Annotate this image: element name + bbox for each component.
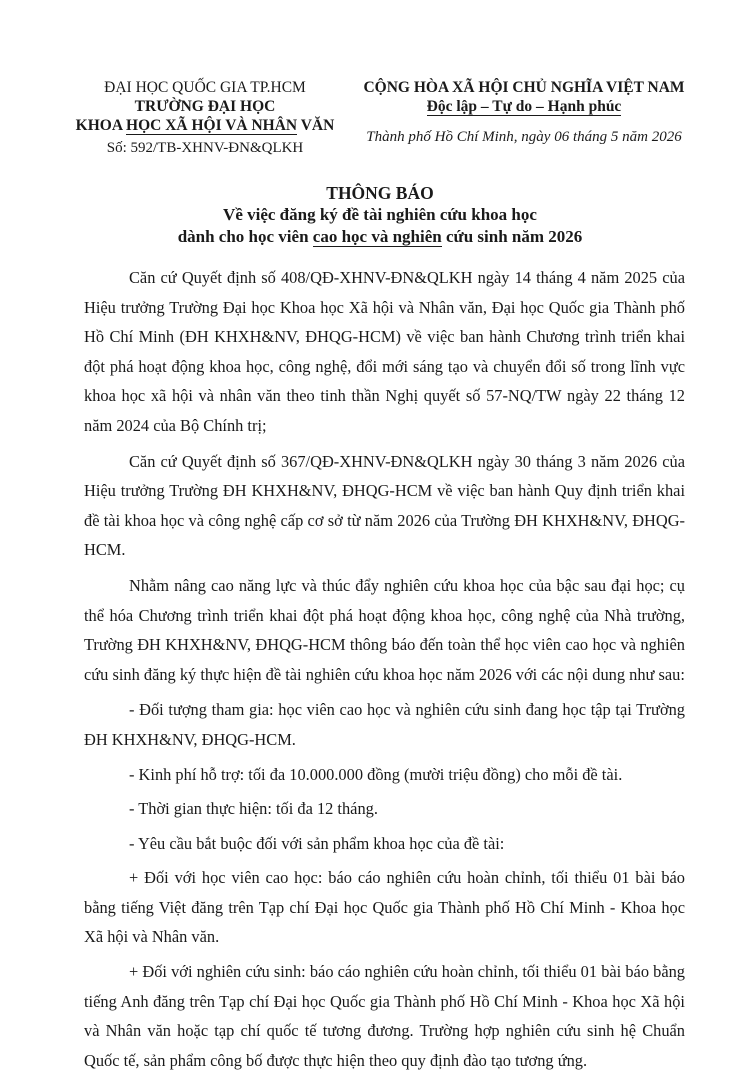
list-item-requirements: - Yêu cầu bắt buộc đối với sản phẩm khoa học của đề tài: xyxy=(129,833,505,853)
document-number: Số: 592/TB-XHNV-ĐN&QLKH xyxy=(106,140,304,156)
org-line-3-prefix: KHOA xyxy=(75,117,127,134)
national-motto: Độc lập – Tự do – Hạnh phúc xyxy=(426,98,622,115)
subject-line-2-suffix: cứu sinh năm 2026 xyxy=(441,227,583,246)
date-line: Thành phố Hồ Chí Minh, ngày 06 tháng 5 năm 2026 xyxy=(366,129,682,145)
list-item-phd-requirement: + Đối với nghiên cứu sinh: báo cáo nghiên cứu hoàn chỉnh, tối thiểu 01 bài báo bằng tiếng Anh đăng trên Tạp chí Đại học Quốc gia Thành phố Hồ Chí Minh - Khoa học Xã hội và Nhân văn hoặc tạp chí quốc tế tương đương. Trường hợp nghiên cứu sinh hệ Chuẩn Quốc tế, sản phẩm công bố được thực hiện theo quy định đào tạo tương ứng. xyxy=(84,962,685,1070)
org-line-2: TRƯỜNG ĐẠI HỌC xyxy=(134,98,276,115)
list-item-participants: - Đối tượng tham gia: học viên cao học và nghiên cứu sinh đang học tập tại Trường ĐH KHXH&NV, ĐHQG-HCM. xyxy=(84,700,685,749)
issuing-organization-header xyxy=(60,78,350,158)
org-line-3-suffix: VĂN xyxy=(297,117,335,134)
subject-line-2-prefix: dành cho học viên xyxy=(177,227,313,246)
notice-body xyxy=(84,263,685,1080)
paragraph-legal-basis-1: Căn cứ Quyết định số 408/QĐ-XHNV-ĐN&QLKH ngày 14 tháng 4 năm 2025 của Hiệu trưởng Trường Đại học Khoa học Xã hội và Nhân văn, Đại học Quốc gia Thành phố Hồ Chí Minh (ĐH KHXH&NV, ĐHQG-HCM) về việc ban hành Chương trình triển khai đột phá hoạt động khoa học, công nghệ, đổi mới sáng tạo và chuyển đổi số trong lĩnh vực khoa học xã hội và nhân văn theo tinh thần Nghị quyết số 57-NQ/TW ngày 22 tháng 12 năm 2024 của Bộ Chính trị; xyxy=(84,268,685,435)
notice-subject-line-1: Về việc đăng ký đề tài nghiên cứu khoa học xyxy=(223,205,537,224)
national-header xyxy=(354,78,694,147)
org-line-3 xyxy=(60,116,350,135)
org-line-3-underlined: HỌC XÃ HỘI VÀ NHÂN xyxy=(126,117,298,134)
notice-title-block xyxy=(60,182,700,248)
notice-subject-line-2 xyxy=(60,226,700,248)
nation-name: CỘNG HÒA XÃ HỘI CHỦ NGHĨA VIỆT NAM xyxy=(363,79,685,96)
notice-title: THÔNG BÁO xyxy=(326,183,434,203)
paragraph-purpose: Nhằm nâng cao năng lực và thúc đẩy nghiên cứu khoa học của bậc sau đại học; cụ thể hóa Chương trình triển khai đột phá hoạt động khoa học, công nghệ của Nhà trường, Trường ĐH KHXH&NV, ĐHQG-HCM thông báo đến toàn thể học viên cao học và nghiên cứu sinh đăng ký thực hiện đề tài nghiên cứu khoa học năm 2026 với các nội dung như sau: xyxy=(84,575,685,684)
list-item-masters-requirement: + Đối với học viên cao học: báo cáo nghiên cứu hoàn chỉnh, tối thiểu 01 bài báo bằng tiếng Việt đăng trên Tạp chí Đại học Quốc gia Thành phố Hồ Chí Minh - Khoa học Xã hội và Nhân văn. xyxy=(84,868,685,947)
list-item-funding: - Kinh phí hỗ trợ: tối đa 10.000.000 đồng (mười triệu đồng) cho mỗi đề tài. xyxy=(129,764,623,784)
subject-line-2-underlined: cao học và nghiên xyxy=(312,227,442,246)
org-line-1: ĐẠI HỌC QUỐC GIA TP.HCM xyxy=(104,79,306,96)
paragraph-legal-basis-2: Căn cứ Quyết định số 367/QĐ-XHNV-ĐN&QLKH ngày 30 tháng 3 năm 2026 của Hiệu trưởng Trường ĐH KHXH&NV, ĐHQG-HCM về việc ban hành Quy định triển khai đề tài khoa học và công nghệ cấp cơ sở từ năm 2026 của Trường ĐH KHXH&NV, ĐHQG-HCM. xyxy=(84,451,685,560)
list-item-duration: - Thời gian thực hiện: tối đa 12 tháng. xyxy=(129,799,378,819)
